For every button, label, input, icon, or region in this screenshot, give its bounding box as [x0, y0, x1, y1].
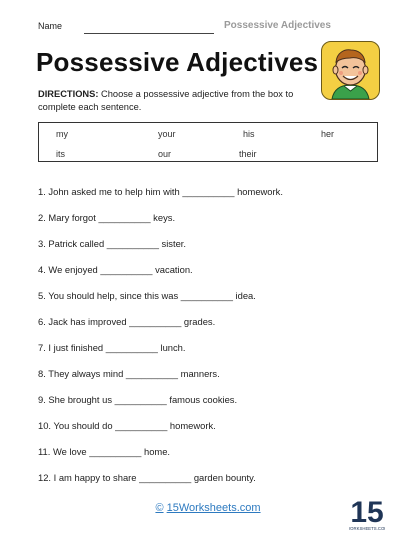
sentence-7: 7. I just finished __________ lunch. [38, 342, 186, 353]
sentence-5: 5. You should help, since this was __________ idea. [38, 290, 256, 301]
word-your: your [158, 129, 176, 139]
directions-text: Choose a possessive adjective from the box to complete each sentence. [38, 89, 294, 112]
sentence-9: 9. She brought us __________ famous cookies. [38, 394, 238, 405]
word-my: my [56, 129, 68, 139]
word-its: its [56, 149, 65, 159]
logo-number: 15 [350, 496, 384, 529]
word-bank [38, 122, 378, 162]
sentence-6: 6. Jack has improved __________ grades. [38, 316, 216, 327]
worksheet-topic: Possessive Adjectives [224, 20, 331, 31]
name-field-line[interactable] [84, 33, 214, 34]
sentence-11: 11. We love __________ home. [38, 446, 171, 457]
copyright-symbol: © [155, 502, 164, 514]
word-their: their [239, 149, 257, 159]
logo-caption: ORKSHEETS.CO [350, 526, 385, 531]
sentence-2: 2. Mary forgot __________ keys. [38, 212, 176, 223]
smiling-boy-icon [321, 41, 380, 100]
sentence-8: 8. They always mind __________ manners. [38, 368, 220, 379]
sentence-1: 1. John asked me to help him with __________ homework. [38, 186, 283, 197]
footer-site: 15Worksheets.com [166, 502, 261, 514]
sentence-10: 10. You should do __________ homework. [38, 420, 216, 431]
sentence-12: 12. I am happy to share __________ garden bounty. [38, 472, 256, 483]
word-his: his [243, 129, 255, 139]
sentence-3: 3. Patrick called __________ sister. [38, 238, 187, 249]
name-label: Name [38, 21, 63, 31]
directions-lead: DIRECTIONS: [38, 89, 99, 99]
directions [38, 88, 308, 114]
word-her: her [321, 129, 335, 139]
sentence-4: 4. We enjoyed __________ vacation. [38, 264, 193, 275]
word-our: our [158, 149, 172, 159]
15worksheets-logo [349, 492, 385, 532]
page-title: Possessive Adjectives [36, 47, 319, 77]
